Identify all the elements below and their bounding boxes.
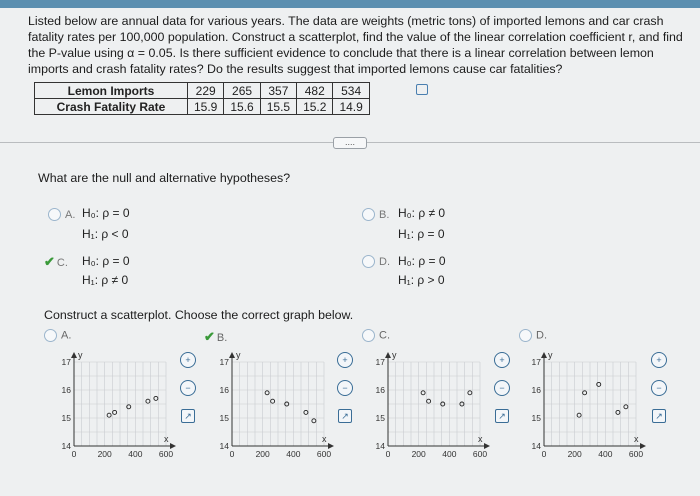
scatter-prompt: Construct a scatterplot. Choose the correct graph below. — [44, 308, 354, 322]
y-tick-label: 14 — [61, 441, 71, 451]
x-tick-label: 400 — [286, 449, 301, 459]
data-table — [34, 82, 370, 115]
y-tick-label: 15 — [219, 413, 229, 423]
external-link-icon[interactable]: ↗ — [338, 409, 352, 423]
data-point — [624, 405, 628, 409]
option-d-radio[interactable]: D. — [362, 254, 396, 268]
top-bar — [0, 0, 700, 8]
y-axis-label: y — [548, 350, 553, 360]
x-axis-label: x — [322, 434, 327, 444]
radio-icon[interactable] — [362, 329, 375, 342]
data-point — [107, 413, 111, 417]
x-tick-label: 600 — [628, 449, 644, 459]
checkmark-icon: ✔ — [44, 254, 55, 269]
data-point — [312, 419, 316, 423]
option-c-h0: H₀: ρ = 0 — [82, 254, 130, 268]
y-tick-label: 15 — [375, 413, 385, 423]
table-cell: 15.2 — [297, 99, 333, 115]
option-b-radio[interactable]: B. — [362, 207, 395, 221]
x-tick-label: 0 — [385, 449, 391, 459]
option-a-h0: H₀: ρ = 0 — [82, 206, 130, 220]
y-axis-arrow — [229, 352, 235, 358]
table-cell: 14.9 — [333, 99, 369, 115]
y-axis-label: y — [236, 350, 241, 360]
x-tick-label: 200 — [567, 449, 582, 459]
zoom-in-icon[interactable]: + — [494, 352, 510, 368]
table-cell: 357 — [260, 83, 296, 99]
zoom-out-icon[interactable]: − — [337, 380, 353, 396]
y-axis-label: y — [392, 350, 397, 360]
radio-icon[interactable] — [362, 255, 375, 268]
table-cell: 15.6 — [224, 99, 260, 115]
y-tick-label: 16 — [219, 385, 229, 395]
hypotheses-prompt: What are the null and alternative hypotheses? — [38, 171, 291, 185]
x-tick-label: 400 — [598, 449, 613, 459]
data-point — [154, 396, 158, 400]
scatterplot-d[interactable] — [520, 346, 650, 464]
row-header: Lemon Imports — [35, 83, 188, 99]
option-a-radio[interactable]: A. — [48, 207, 81, 221]
table-cell: 265 — [224, 83, 260, 99]
data-point — [113, 410, 117, 414]
option-c-radio[interactable]: ✔ C. — [44, 254, 68, 269]
radio-icon[interactable] — [48, 208, 61, 221]
y-tick-label: 15 — [531, 413, 541, 423]
data-point — [271, 399, 275, 403]
y-tick-label: 16 — [61, 385, 71, 395]
external-link-icon[interactable]: ↗ — [495, 409, 509, 423]
external-link-icon[interactable]: ↗ — [652, 409, 666, 423]
data-point — [146, 399, 150, 403]
data-point — [421, 391, 425, 395]
data-point — [265, 391, 269, 395]
y-axis-label: y — [78, 350, 83, 360]
y-tick-label: 14 — [531, 441, 541, 451]
y-tick-label: 16 — [375, 385, 385, 395]
table-cell: 15.5 — [260, 99, 296, 115]
option-d-h1: H₁: ρ > 0 — [398, 273, 445, 287]
data-point — [583, 391, 587, 395]
zoom-in-icon[interactable]: + — [180, 352, 196, 368]
scatterplot-b[interactable] — [208, 346, 338, 464]
data-point — [597, 382, 601, 386]
graph-d-radio[interactable]: D. — [519, 329, 547, 342]
data-point — [304, 410, 308, 414]
x-tick-label: 600 — [472, 449, 488, 459]
data-point — [577, 413, 581, 417]
y-axis-arrow — [71, 352, 77, 358]
question-text: Listed below are annual data for various years. The data are weights (metric tons) of imported lemons and car crash fatality rates per 100,000 population. Construct a scatterplot, find the value of the linear correlation coefficient r, and find the P-value using α = 0.05. Is there sufficient evidence to conclude that there is a linear correlation between lemon imports and crash fatality rates? Do the results suggest that imported lemons cause car fatalities? — [28, 14, 683, 76]
y-tick-label: 15 — [61, 413, 71, 423]
x-tick-label: 0 — [541, 449, 547, 459]
table-cell: 229 — [188, 83, 224, 99]
zoom-in-icon[interactable]: + — [651, 352, 667, 368]
graph-b-radio[interactable]: ✔ B. — [204, 329, 228, 344]
option-c-h1: H₁: ρ ≠ 0 — [82, 273, 129, 287]
x-tick-label: 200 — [97, 449, 112, 459]
y-tick-label: 17 — [61, 357, 71, 367]
radio-icon[interactable] — [44, 329, 57, 342]
x-axis-label: x — [478, 434, 483, 444]
data-point — [468, 391, 472, 395]
x-axis-label: x — [164, 434, 169, 444]
table-cell: 482 — [297, 83, 333, 99]
radio-icon[interactable] — [519, 329, 532, 342]
y-tick-label: 17 — [219, 357, 229, 367]
x-tick-label: 200 — [411, 449, 426, 459]
external-link-icon[interactable]: ↗ — [181, 409, 195, 423]
x-tick-label: 400 — [128, 449, 143, 459]
option-d-h0: H₀: ρ = 0 — [398, 254, 446, 268]
option-a-h1: H₁: ρ < 0 — [82, 227, 129, 241]
x-axis-label: x — [634, 434, 639, 444]
table-cell: 15.9 — [188, 99, 224, 115]
zoom-out-icon[interactable]: − — [494, 380, 510, 396]
y-tick-label: 16 — [531, 385, 541, 395]
scatterplot-a[interactable] — [50, 346, 180, 464]
zoom-in-icon[interactable]: + — [337, 352, 353, 368]
y-tick-label: 14 — [375, 441, 385, 451]
table-row — [35, 83, 370, 99]
y-axis-arrow — [385, 352, 391, 358]
graph-c-radio[interactable]: C. — [362, 329, 390, 342]
x-tick-label: 600 — [316, 449, 332, 459]
x-tick-label: 400 — [442, 449, 457, 459]
data-point — [427, 399, 431, 403]
graph-a-radio[interactable]: A. — [44, 329, 71, 342]
zoom-out-icon[interactable]: − — [180, 380, 196, 396]
y-tick-label: 17 — [375, 357, 385, 367]
more-button[interactable]: .... — [333, 137, 367, 149]
x-tick-label: 0 — [229, 449, 235, 459]
data-point — [127, 405, 131, 409]
copy-data-icon[interactable] — [416, 84, 428, 95]
data-point — [616, 410, 620, 414]
row-header: Crash Fatality Rate — [35, 99, 188, 115]
table-cell: 534 — [333, 83, 369, 99]
option-b-h1: H₁: ρ = 0 — [398, 227, 445, 241]
option-b-h0: H₀: ρ ≠ 0 — [398, 206, 446, 220]
y-tick-label: 14 — [219, 441, 229, 451]
radio-icon[interactable] — [362, 208, 375, 221]
x-tick-label: 200 — [255, 449, 270, 459]
y-tick-label: 17 — [531, 357, 541, 367]
zoom-out-icon[interactable]: − — [651, 380, 667, 396]
table-row — [35, 99, 370, 115]
x-tick-label: 0 — [71, 449, 77, 459]
x-tick-label: 600 — [158, 449, 174, 459]
y-axis-arrow — [541, 352, 547, 358]
scatterplot-c[interactable] — [364, 346, 494, 464]
checkmark-icon: ✔ — [204, 329, 215, 344]
